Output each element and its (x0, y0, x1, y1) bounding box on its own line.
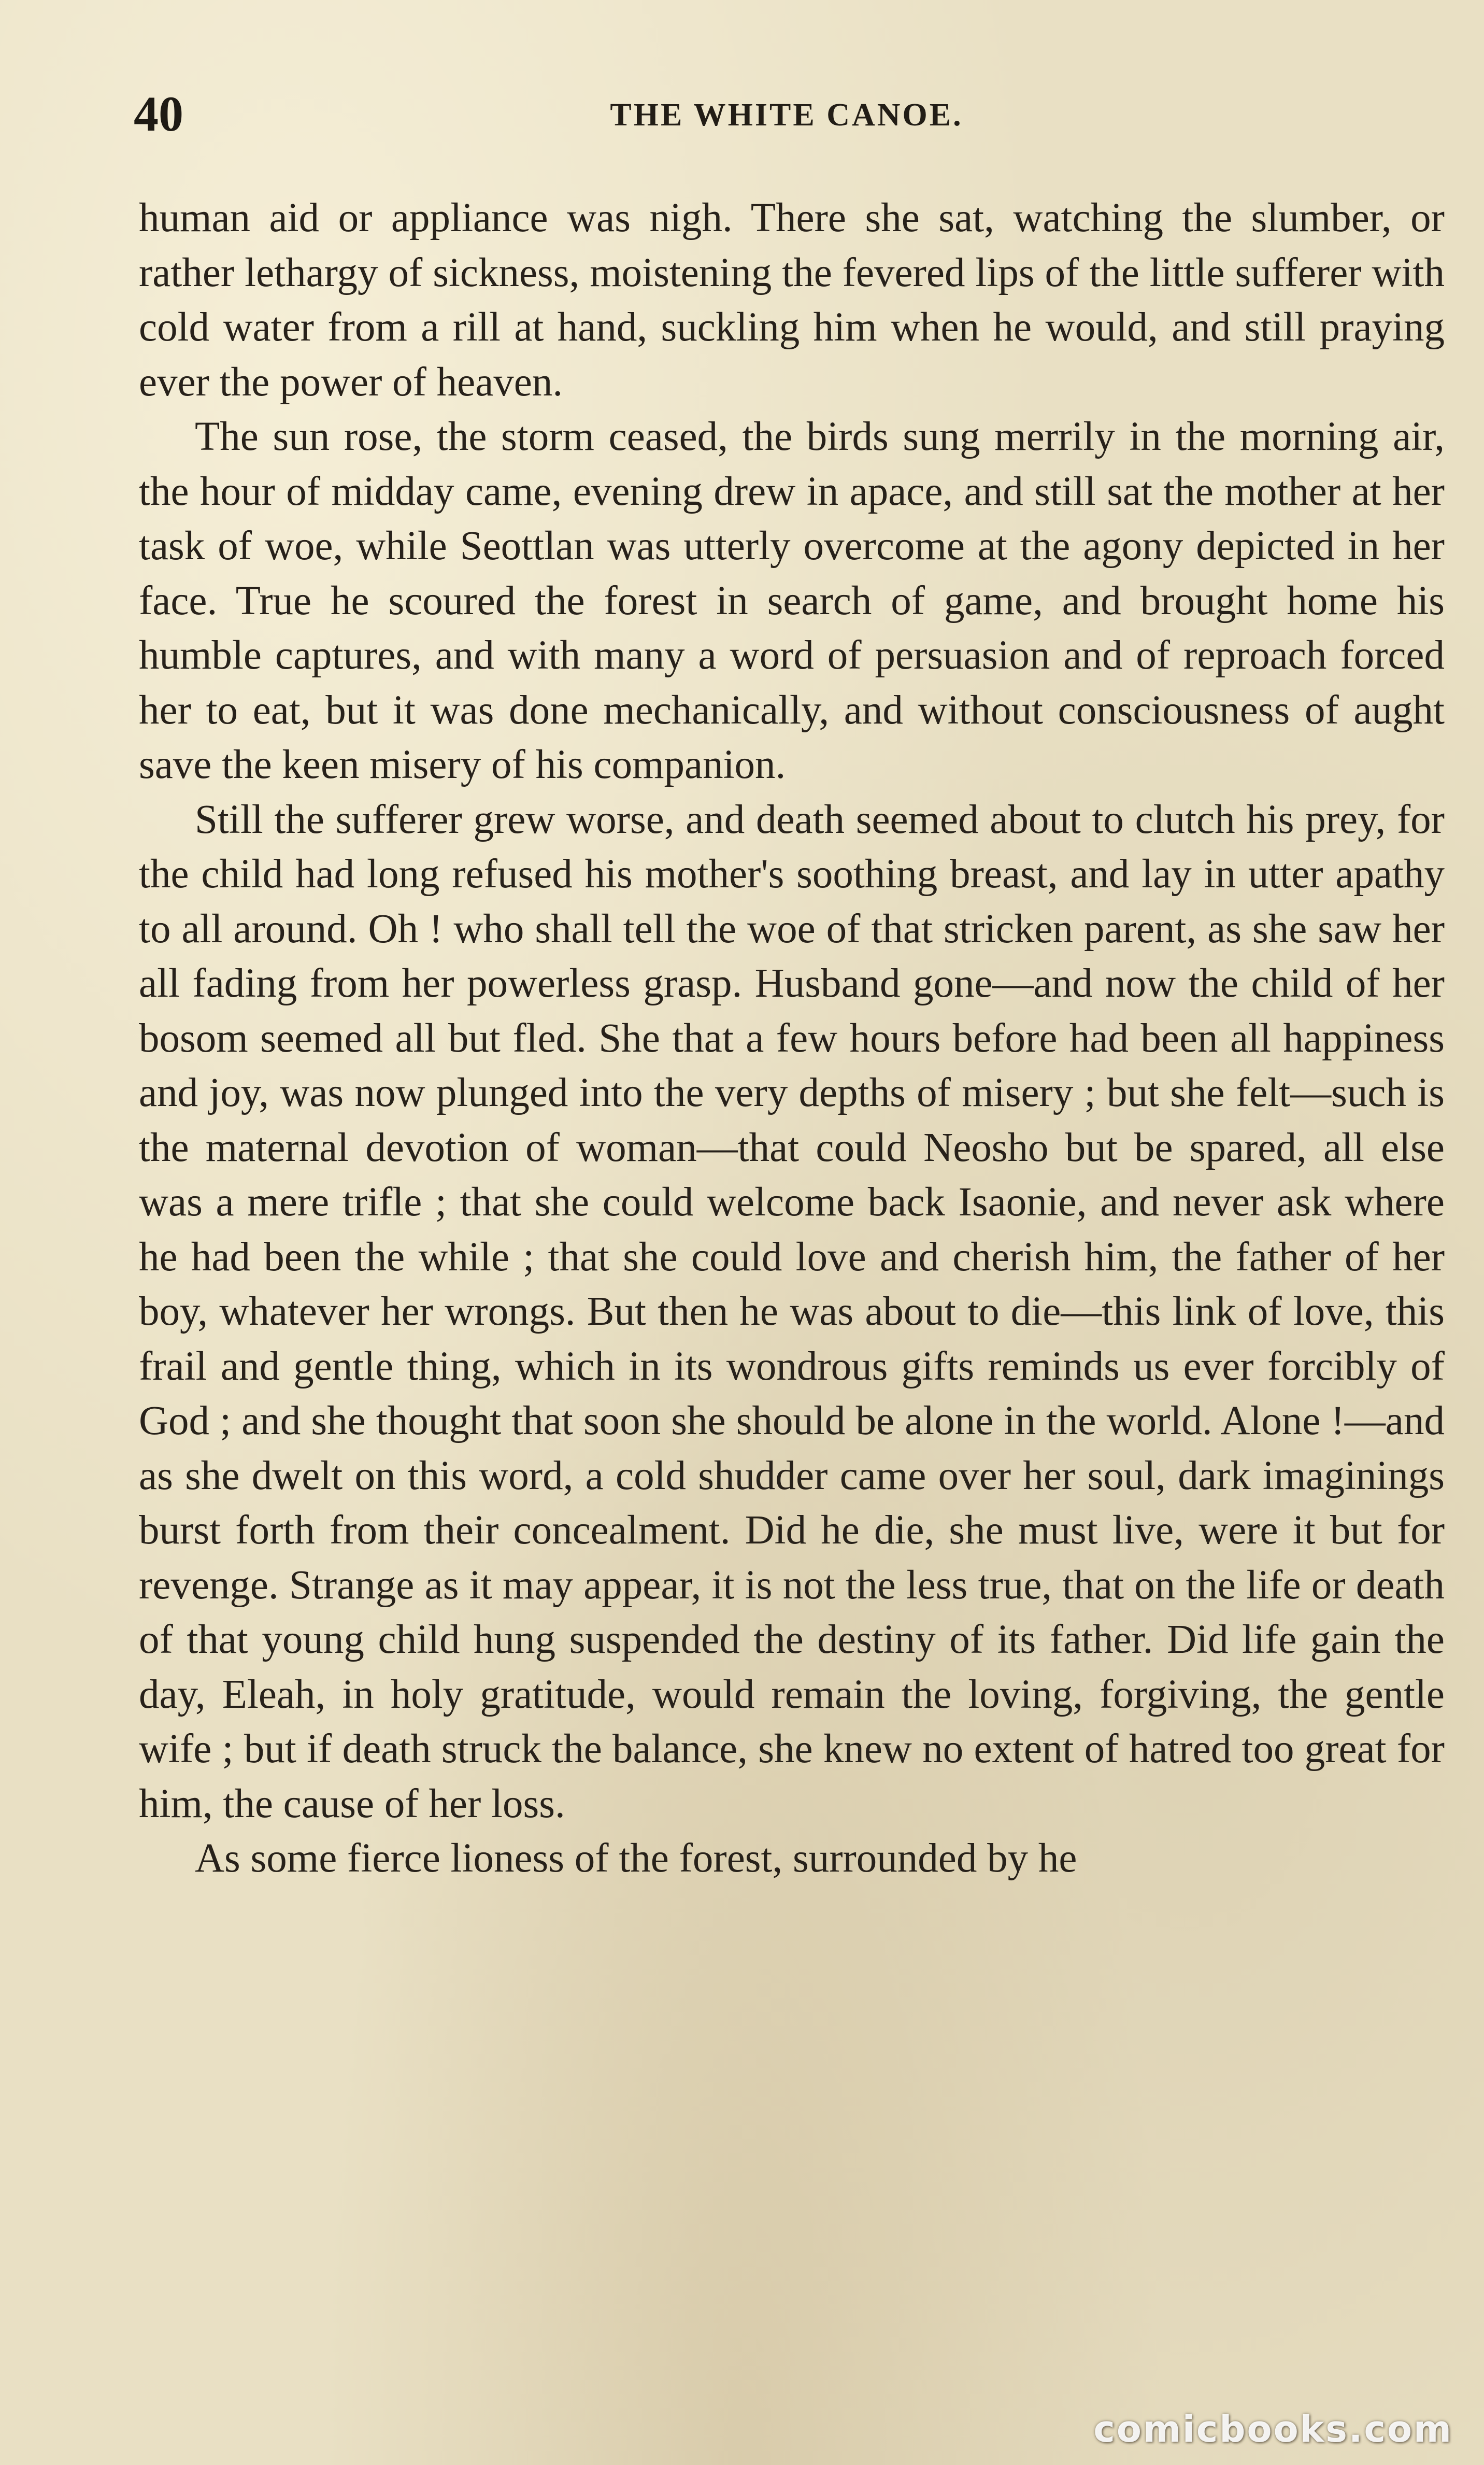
site-watermark: comicbooks.com (1093, 2408, 1453, 2450)
paragraph-2: The sun rose, the storm ceased, the birds sung merrily in the morning air, the hour of midday came, evening drew in apace, and still sat the mother at her task of woe, while Seottlan was utterly overcome at the agony depicted in her face. True he scoured the forest in search of game, and brought home his humble captures, and with many a word of persuasion and of reproach forced her to eat, but it was done mechanically, and without consciousness of aught save the keen misery of his companion. (139, 414, 1445, 787)
paragraph-4: As some fierce lioness of the forest, surrounded by he (195, 1836, 1077, 1881)
page-header (134, 86, 1439, 143)
paragraph-1: human aid or appliance was nigh. There she sat, watching the slumber, or rather lethargy of sickness, moistening the fevered lips of the little sufferer with cold water from a rill at hand, suckling him when he would, and still praying ever the power of heaven. (139, 195, 1445, 405)
running-head: THE WHITE CANOE. (610, 97, 963, 133)
page-number: 40 (134, 86, 183, 141)
paragraph-3: Still the sufferer grew worse, and death seemed about to clutch his prey, for the child had long refused his mother's soothing breast, and lay in utter apathy to all around. Oh ! who shall tell the woe of that stricken parent, as she saw her all fading from her powerless grasp. Husband gone—and now the child of her bosom seemed all but fled. She that a few hours before had been all happiness and joy, was now plunged into the very depths of misery ; but she felt—such is the maternal devotion of woman—that could Neosho but be spared, all else was a mere trifle ; that she could welcome back Isaonie, and never ask where he had been the while ; that she could love and cherish him, the father of her boy, whatever her wrongs. But then he was about to die—this link of love, this frail and gentle thing, which in its wondrous gifts reminds us ever forcibly of God ; and she thought that soon she should be alone in the world. Alone !—and as she dwelt on this word, a cold shudder came over her soul, dark imaginings burst forth from their concealment. Did he die, she must live, were it but for revenge. Strange as it may appear, it is not the less true, that on the life or death of that young child hung suspended the destiny of its father. Did life gain the day, Eleah, in holy gratitude, would remain the loving, forgiving, the gentle wife ; but if death struck the balance, she knew no extent of hatred too great for him, the cause of her loss. (139, 797, 1445, 1826)
body-text (139, 191, 1445, 1886)
